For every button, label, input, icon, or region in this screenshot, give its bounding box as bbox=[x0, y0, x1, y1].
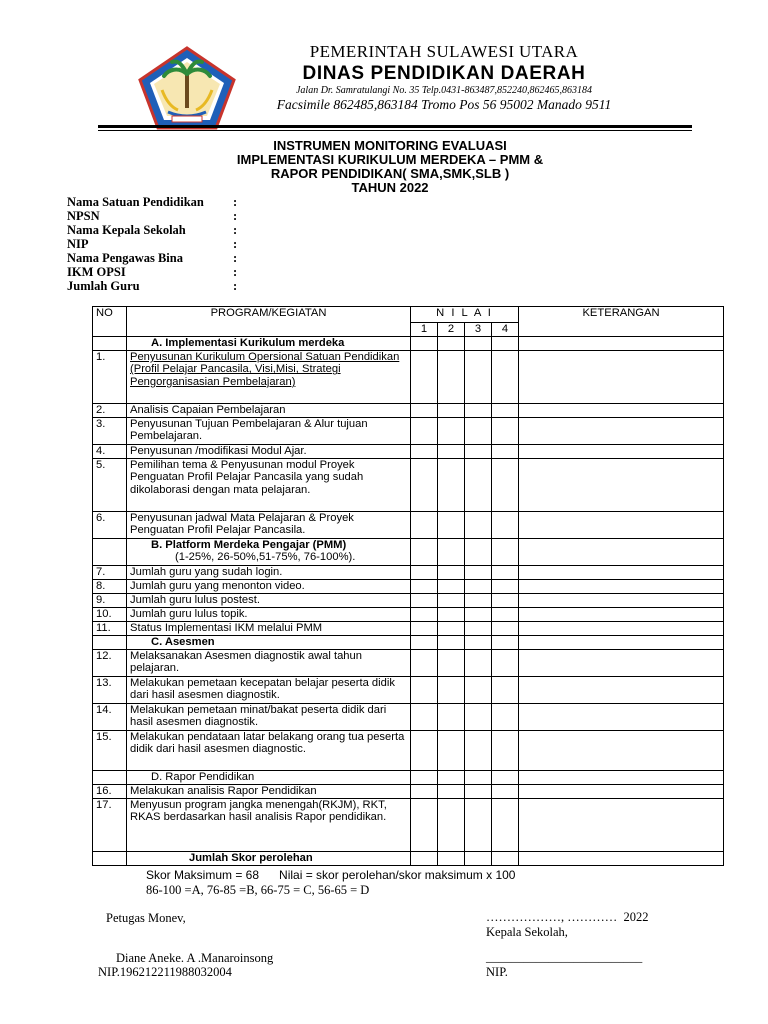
field-colon: : bbox=[233, 237, 238, 251]
field-label-school-name: Nama Satuan Pendidikan bbox=[67, 195, 204, 209]
score-cell[interactable] bbox=[411, 566, 438, 580]
table-row bbox=[93, 594, 724, 608]
score-cell[interactable] bbox=[438, 566, 465, 580]
grade-scale: 86-100 =A, 76-85 =B, 66-75 = C, 56-65 = D bbox=[146, 883, 370, 897]
score-cell[interactable] bbox=[411, 636, 438, 650]
remark-cell[interactable] bbox=[519, 622, 724, 636]
remark-cell[interactable] bbox=[519, 594, 724, 608]
empty-cell bbox=[93, 337, 127, 351]
row-number: 5. bbox=[93, 459, 127, 512]
score-cell[interactable] bbox=[438, 771, 465, 785]
score-cell[interactable] bbox=[492, 337, 519, 351]
score-cell[interactable] bbox=[465, 512, 492, 539]
remark-cell[interactable] bbox=[519, 608, 724, 622]
row-activity: Melakukan analisis Rapor Pendidikan bbox=[127, 785, 411, 799]
government-name: PEMERINTAH SULAWESI UTARA bbox=[309, 42, 579, 61]
row-number: 6. bbox=[93, 512, 127, 539]
table-row bbox=[93, 580, 724, 594]
remark-cell[interactable] bbox=[519, 418, 724, 445]
score-cell[interactable] bbox=[411, 677, 438, 704]
field-colon: : bbox=[233, 279, 238, 293]
table-row bbox=[93, 404, 724, 418]
score-cell[interactable] bbox=[411, 459, 438, 512]
score-cell[interactable] bbox=[411, 539, 438, 566]
score-cell[interactable] bbox=[465, 636, 492, 650]
score-cell[interactable] bbox=[492, 418, 519, 445]
remark-cell[interactable] bbox=[519, 799, 724, 852]
score-cell[interactable] bbox=[438, 731, 465, 771]
table-row bbox=[93, 677, 724, 704]
score-cell[interactable] bbox=[438, 608, 465, 622]
score-cell[interactable] bbox=[438, 799, 465, 852]
score-cell[interactable] bbox=[492, 566, 519, 580]
remark-cell[interactable] bbox=[519, 539, 724, 566]
score-cell[interactable] bbox=[465, 337, 492, 351]
monitoring-table bbox=[92, 306, 724, 866]
remark-cell[interactable] bbox=[519, 445, 724, 459]
field-label-npsn: NPSN bbox=[67, 209, 100, 223]
signature-right-nip: NIP. bbox=[486, 965, 508, 979]
row-number: 1. bbox=[93, 351, 127, 404]
table-header-row bbox=[93, 307, 724, 323]
score-cell[interactable] bbox=[492, 404, 519, 418]
nilai-scale-1: 1 bbox=[411, 323, 438, 337]
field-label-supervisor: Nama Pengawas Bina bbox=[67, 251, 183, 265]
score-cell[interactable] bbox=[438, 622, 465, 636]
row-activity: Penyusunan Kurikulum Opersional Satuan Pendidikan (Profil Pelajar Pancasila, Visi,Misi, Strategi Pengorganisasian Pembelajaran) bbox=[127, 351, 411, 404]
row-activity: Penyusunan /modifikasi Modul Ajar. bbox=[127, 445, 411, 459]
row-number: 2. bbox=[93, 404, 127, 418]
score-cell[interactable] bbox=[411, 704, 438, 731]
row-activity: Status Implementasi IKM melalui PMM bbox=[127, 622, 411, 636]
score-cell[interactable] bbox=[492, 539, 519, 566]
section-row bbox=[93, 636, 724, 650]
score-cell[interactable] bbox=[411, 337, 438, 351]
score-cell[interactable] bbox=[465, 445, 492, 459]
signature-date: ………………, ………… 2022 bbox=[486, 910, 649, 924]
score-cell[interactable] bbox=[492, 852, 519, 866]
table-row bbox=[93, 799, 724, 852]
field-label-teacher-count: Jumlah Guru bbox=[67, 279, 140, 293]
section-row bbox=[93, 539, 724, 566]
score-cell[interactable] bbox=[465, 404, 492, 418]
score-cell[interactable] bbox=[438, 512, 465, 539]
score-cell[interactable] bbox=[465, 704, 492, 731]
remark-cell[interactable] bbox=[519, 731, 724, 771]
row-number: 11. bbox=[93, 622, 127, 636]
score-cell[interactable] bbox=[411, 404, 438, 418]
score-cell[interactable] bbox=[465, 594, 492, 608]
row-number: 14. bbox=[93, 704, 127, 731]
remark-cell[interactable] bbox=[519, 580, 724, 594]
score-cell[interactable] bbox=[492, 650, 519, 677]
score-cell[interactable] bbox=[438, 594, 465, 608]
document-title-line-1: INSTRUMEN MONITORING EVALUASI bbox=[273, 138, 507, 153]
score-cell[interactable] bbox=[465, 622, 492, 636]
section-b-title: B. Platform Merdeka Pengajar (PMM) bbox=[151, 539, 347, 551]
table-row bbox=[93, 622, 724, 636]
score-cell[interactable] bbox=[438, 337, 465, 351]
score-cell[interactable] bbox=[465, 539, 492, 566]
row-activity: Jumlah guru lulus topik. bbox=[127, 608, 411, 622]
score-cell[interactable] bbox=[438, 852, 465, 866]
score-cell[interactable] bbox=[411, 594, 438, 608]
signature-right-title: Kepala Sekolah, bbox=[486, 925, 568, 939]
score-cell[interactable] bbox=[411, 650, 438, 677]
total-row bbox=[93, 852, 724, 866]
remark-cell[interactable] bbox=[519, 566, 724, 580]
score-cell[interactable] bbox=[438, 459, 465, 512]
score-cell[interactable] bbox=[492, 636, 519, 650]
score-cell[interactable] bbox=[465, 785, 492, 799]
row-activity: Penyusunan jadwal Mata Pelajaran & Proyek Penguatan Profil Pelajar Pancasila. bbox=[127, 512, 411, 539]
signature-left-name: Diane Aneke. A .Manaroinsong bbox=[116, 951, 274, 965]
emblem-logo bbox=[138, 46, 236, 130]
table-row bbox=[93, 704, 724, 731]
score-cell[interactable] bbox=[438, 404, 465, 418]
field-colon: : bbox=[233, 251, 238, 265]
nilai-scale-4: 4 bbox=[492, 323, 519, 337]
field-colon: : bbox=[233, 223, 238, 237]
row-activity: Menyusun program jangka menengah(RKJM), RKT, RKAS berdasarkan hasil analisis Rapor pendidikan. bbox=[127, 799, 411, 852]
remark-cell[interactable] bbox=[519, 704, 724, 731]
document-title-line-3: RAPOR PENDIDIKAN( SMA,SMK,SLB ) bbox=[270, 166, 510, 181]
field-label-principal: Nama Kepala Sekolah bbox=[67, 223, 186, 237]
empty-cell bbox=[93, 636, 127, 650]
row-activity: Penyusunan Tujuan Pembelajaran & Alur tujuan Pembelajaran. bbox=[127, 418, 411, 445]
score-cell[interactable] bbox=[465, 799, 492, 852]
table-row bbox=[93, 445, 724, 459]
row-activity: Melaksanakan Asesmen diagnostik awal tahun pelajaran. bbox=[127, 650, 411, 677]
score-cell[interactable] bbox=[465, 418, 492, 445]
score-cell[interactable] bbox=[492, 622, 519, 636]
row-number: 17. bbox=[93, 799, 127, 852]
field-colon: : bbox=[233, 265, 238, 279]
letterhead-rule-thin bbox=[98, 130, 692, 131]
remark-cell[interactable] bbox=[519, 337, 724, 351]
remark-cell[interactable] bbox=[519, 650, 724, 677]
score-cell[interactable] bbox=[438, 704, 465, 731]
score-cell[interactable] bbox=[465, 459, 492, 512]
section-b-header bbox=[127, 539, 411, 566]
score-cell[interactable] bbox=[465, 608, 492, 622]
score-cell[interactable] bbox=[492, 351, 519, 404]
row-number: 8. bbox=[93, 580, 127, 594]
section-a-title: A. Implementasi Kurikulum merdeka bbox=[127, 337, 411, 351]
score-cell[interactable] bbox=[411, 580, 438, 594]
score-cell[interactable] bbox=[411, 852, 438, 866]
score-cell[interactable] bbox=[492, 512, 519, 539]
table-row bbox=[93, 608, 724, 622]
document-title-line-2: IMPLEMENTASI KURIKULUM MERDEKA – PMM & bbox=[236, 152, 544, 167]
section-row bbox=[93, 337, 724, 351]
table-row bbox=[93, 418, 724, 445]
score-cell[interactable] bbox=[465, 650, 492, 677]
row-number: 16. bbox=[93, 785, 127, 799]
score-cell[interactable] bbox=[438, 785, 465, 799]
score-cell[interactable] bbox=[438, 677, 465, 704]
signature-left-nip: NIP.196212211988032004 bbox=[98, 965, 232, 979]
score-cell[interactable] bbox=[465, 566, 492, 580]
section-c-title: C. Asesmen bbox=[127, 636, 411, 650]
row-activity: Jumlah guru yang sudah login. bbox=[127, 566, 411, 580]
row-number: 15. bbox=[93, 731, 127, 771]
remark-cell[interactable] bbox=[519, 785, 724, 799]
score-cell[interactable] bbox=[438, 539, 465, 566]
row-activity: Jumlah guru yang menonton video. bbox=[127, 580, 411, 594]
score-cell[interactable] bbox=[411, 799, 438, 852]
score-cell[interactable] bbox=[492, 580, 519, 594]
remark-cell[interactable] bbox=[519, 677, 724, 704]
header-keterangan: KETERANGAN bbox=[519, 307, 724, 337]
score-cell[interactable] bbox=[492, 799, 519, 852]
row-number: 4. bbox=[93, 445, 127, 459]
nilai-scale-2: 2 bbox=[438, 323, 465, 337]
row-activity: Analisis Capaian Pembelajaran bbox=[127, 404, 411, 418]
remark-cell[interactable] bbox=[519, 852, 724, 866]
score-cell[interactable] bbox=[411, 731, 438, 771]
remark-cell[interactable] bbox=[519, 459, 724, 512]
row-number: 13. bbox=[93, 677, 127, 704]
table-row bbox=[93, 731, 724, 771]
table-row bbox=[93, 459, 724, 512]
score-cell[interactable] bbox=[492, 785, 519, 799]
field-colon: : bbox=[233, 195, 238, 209]
score-cell[interactable] bbox=[411, 351, 438, 404]
section-row bbox=[93, 771, 724, 785]
field-colon: : bbox=[233, 209, 238, 223]
signature-right-line: _________________________ bbox=[486, 950, 643, 964]
agency-facsimile: Facsimile 862485,863184 Tromo Pos 56 95002 Manado 9511 bbox=[276, 97, 612, 112]
score-cell[interactable] bbox=[411, 608, 438, 622]
score-cell[interactable] bbox=[492, 677, 519, 704]
score-cell[interactable] bbox=[438, 351, 465, 404]
table-row bbox=[93, 785, 724, 799]
score-cell[interactable] bbox=[411, 785, 438, 799]
table-row bbox=[93, 512, 724, 539]
score-cell[interactable] bbox=[465, 852, 492, 866]
remark-cell[interactable] bbox=[519, 351, 724, 404]
score-cell[interactable] bbox=[438, 418, 465, 445]
header-program: PROGRAM/KEGIATAN bbox=[127, 307, 411, 337]
agency-address: Jalan Dr. Samratulangi No. 35 Telp.0431-863487,852240,862465,863184 bbox=[295, 85, 593, 96]
score-cell[interactable] bbox=[465, 351, 492, 404]
empty-cell bbox=[93, 852, 127, 866]
table-row bbox=[93, 351, 724, 404]
score-cell[interactable] bbox=[411, 512, 438, 539]
score-cell[interactable] bbox=[438, 445, 465, 459]
remark-cell[interactable] bbox=[519, 512, 724, 539]
score-cell[interactable] bbox=[465, 731, 492, 771]
remark-cell[interactable] bbox=[519, 771, 724, 785]
score-cell[interactable] bbox=[492, 771, 519, 785]
score-cell[interactable] bbox=[492, 459, 519, 512]
row-activity: Melakukan pemetaan kecepatan belajar peserta didik dari hasil asesmen diagnostik. bbox=[127, 677, 411, 704]
header-nilai: N I L A I bbox=[411, 307, 519, 323]
score-cell[interactable] bbox=[492, 608, 519, 622]
score-cell[interactable] bbox=[492, 704, 519, 731]
score-cell[interactable] bbox=[438, 636, 465, 650]
score-cell[interactable] bbox=[492, 445, 519, 459]
score-cell[interactable] bbox=[411, 622, 438, 636]
row-number: 9. bbox=[93, 594, 127, 608]
empty-cell bbox=[93, 771, 127, 785]
field-label-nip: NIP bbox=[67, 237, 89, 251]
signature-left-title: Petugas Monev, bbox=[106, 911, 186, 925]
row-activity: Jumlah guru lulus postest. bbox=[127, 594, 411, 608]
remark-cell[interactable] bbox=[519, 404, 724, 418]
row-number: 7. bbox=[93, 566, 127, 580]
scoring-formula: Skor Maksimum = 68 Nilai = skor perolehan/skor maksimum x 100 bbox=[146, 868, 516, 882]
nilai-scale-3: 3 bbox=[465, 323, 492, 337]
section-b-subtitle: (1-25%, 26-50%,51-75%, 76-100%). bbox=[175, 551, 356, 564]
table-row bbox=[93, 650, 724, 677]
remark-cell[interactable] bbox=[519, 636, 724, 650]
agency-name: DINAS PENDIDIKAN DAERAH bbox=[302, 63, 586, 84]
score-cell[interactable] bbox=[492, 731, 519, 771]
row-activity: Melakukan pemetaan minat/bakat peserta didik dari hasil asesmen diagnostik. bbox=[127, 704, 411, 731]
row-number: 12. bbox=[93, 650, 127, 677]
table-row bbox=[93, 566, 724, 580]
header-no: NO bbox=[93, 307, 127, 337]
field-label-ikm-option: IKM OPSI bbox=[67, 265, 126, 279]
score-cell[interactable] bbox=[411, 445, 438, 459]
score-cell[interactable] bbox=[411, 771, 438, 785]
row-activity: Pemilihan tema & Penyusunan modul Proyek Penguatan Profil Pelajar Pancasila yang sudah dikolaborasi dengan mata pelajaran. bbox=[127, 459, 411, 512]
score-cell[interactable] bbox=[465, 771, 492, 785]
score-cell[interactable] bbox=[438, 580, 465, 594]
score-cell[interactable] bbox=[465, 677, 492, 704]
document-title-year: TAHUN 2022 bbox=[351, 180, 429, 195]
total-score-label: Jumlah Skor perolehan bbox=[127, 852, 411, 866]
score-cell[interactable] bbox=[411, 418, 438, 445]
row-activity: Melakukan pendataan latar belakang orang tua peserta didik dari hasil asesmen diagnostic. bbox=[127, 731, 411, 771]
score-cell[interactable] bbox=[465, 580, 492, 594]
letterhead-rule bbox=[98, 125, 692, 128]
row-number: 10. bbox=[93, 608, 127, 622]
section-d-title: D. Rapor Pendidikan bbox=[127, 771, 411, 785]
empty-cell bbox=[93, 539, 127, 566]
row-number: 3. bbox=[93, 418, 127, 445]
score-cell[interactable] bbox=[492, 594, 519, 608]
score-cell[interactable] bbox=[438, 650, 465, 677]
